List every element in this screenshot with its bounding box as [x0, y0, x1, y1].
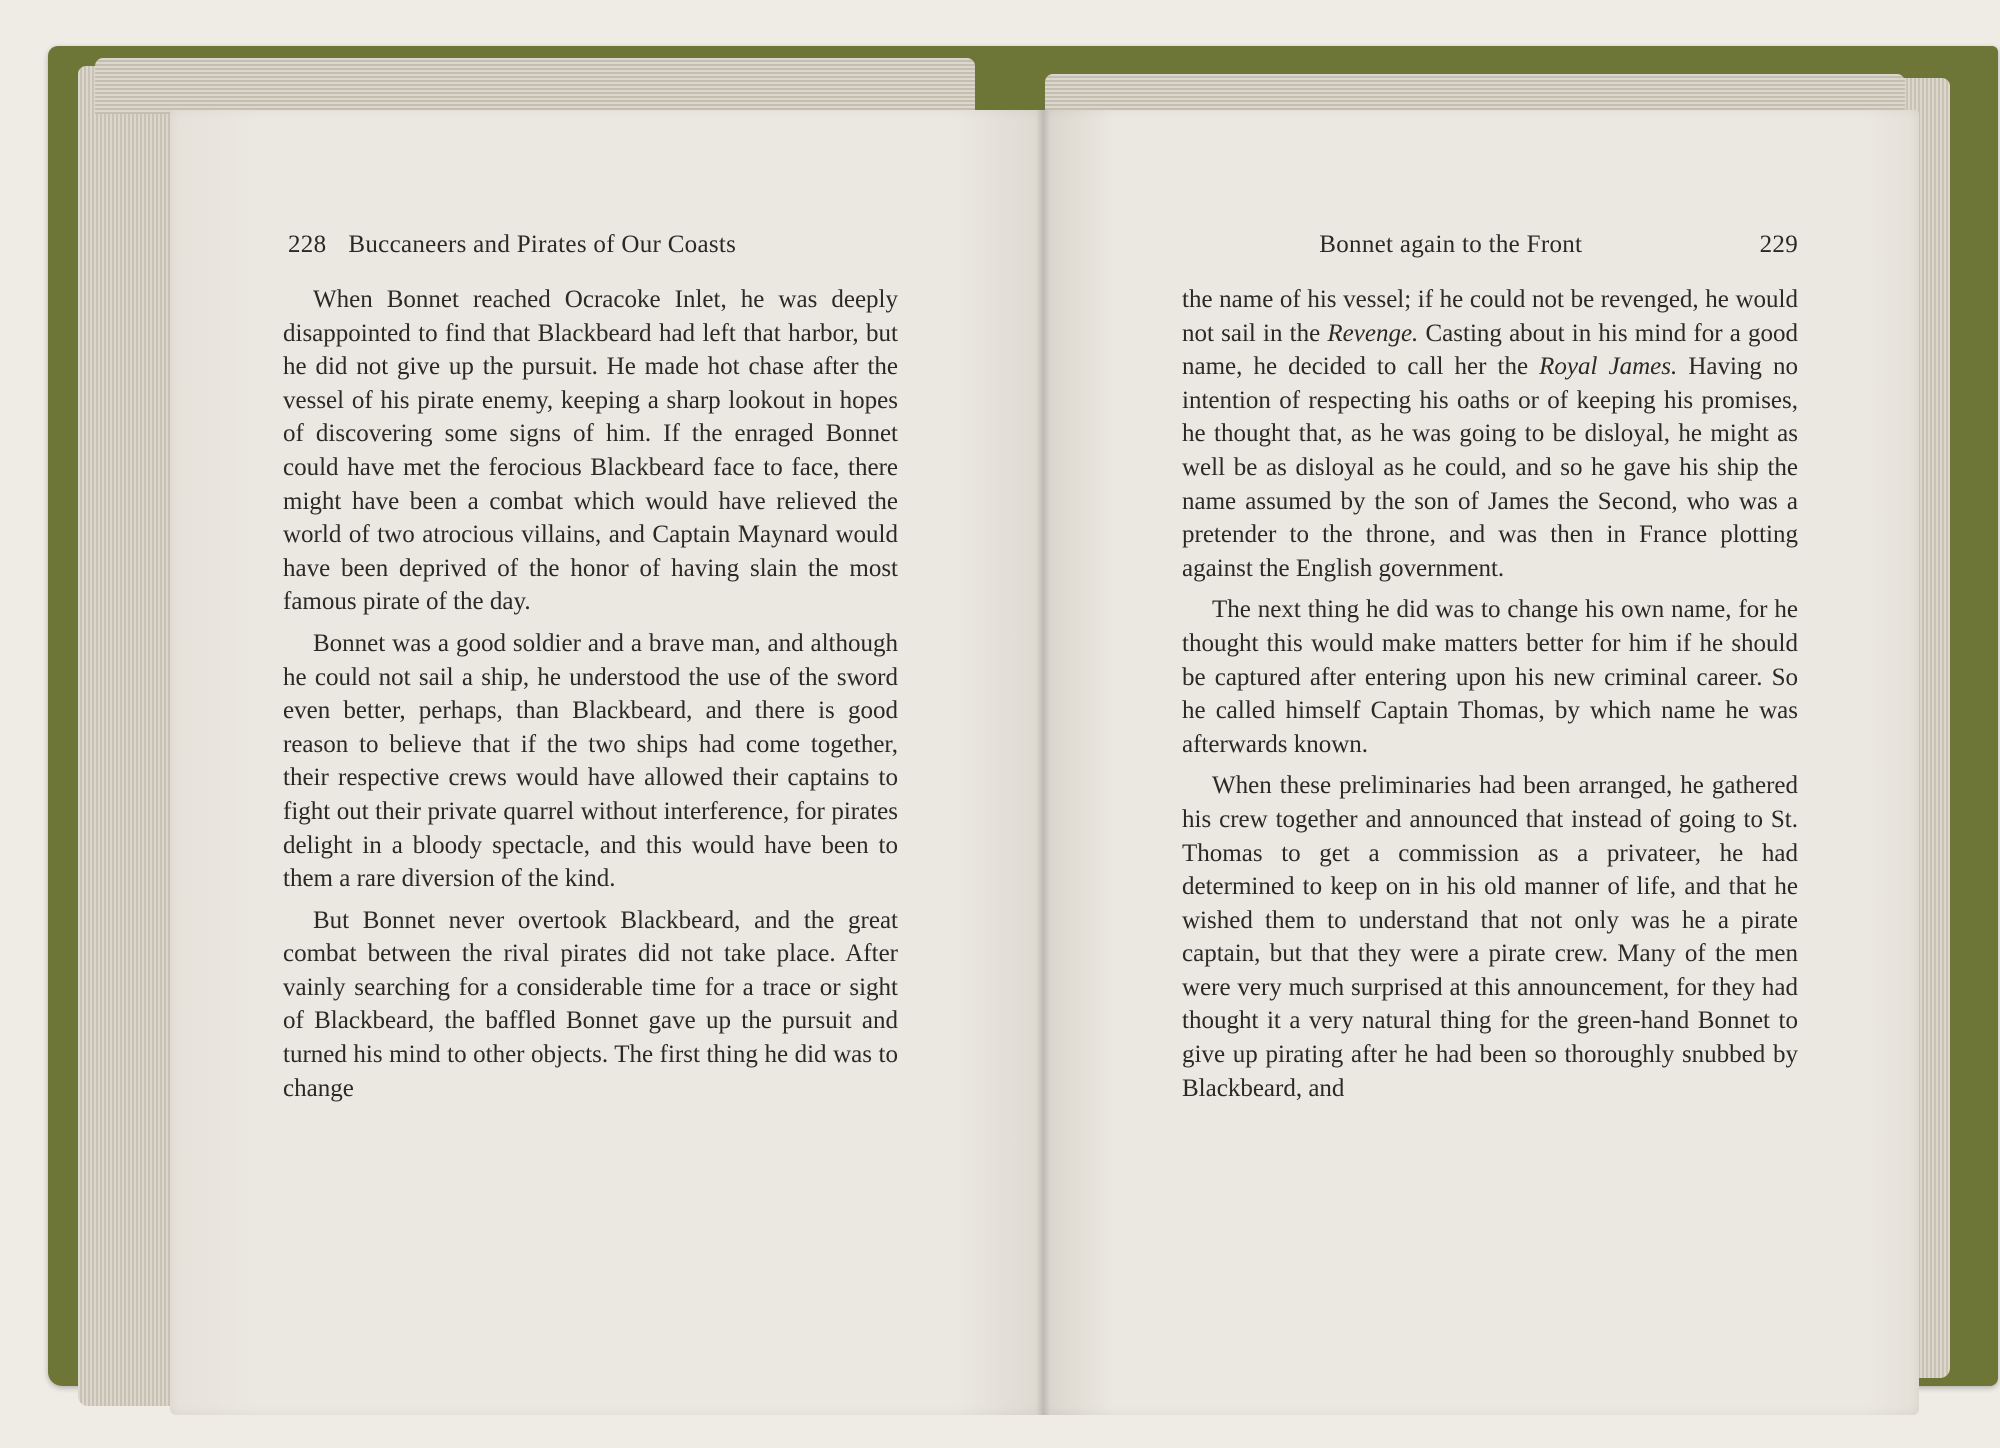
left-page-number: 228	[288, 231, 327, 258]
left-page-header	[288, 228, 900, 262]
right-page-body	[1182, 283, 1798, 1105]
right-page-number: 229	[1759, 231, 1798, 258]
left-page-body	[283, 283, 898, 1105]
paragraph: The next thing he did was to change his own name, for he thought this would make matters better for him if he should be captured after entering upon his new criminal career. So he called himself Captain Thomas, by which name he was afterwards known.	[1182, 596, 1798, 758]
paragraph: When these preliminaries had been arranged, he gathered his crew together and announced that instead of going to St. Thomas to get a commission as a privateer, he had determined to keep on in his old manner of life, and that he wished them to understand that not only was he a pirate captain, but that they were a pirate crew. Many of the men were very much surprised at this announcement, for they had thought it a very natural thing for the green-hand Bonnet to give up pirating after he had been so thoroughly snubbed by Blackbeard, and	[1182, 772, 1798, 1102]
page-edges-top-left	[95, 58, 975, 114]
text-run: Having no intention of respecting his oaths or of keeping his promises, he thought that, as he was going to be disloyal, he might as well be as disloyal as he could, and so he gave his ship the name assumed by the son of James the Second, who was a pretender to the throne, and was then in France plotting against the English government.	[1182, 353, 1798, 582]
paragraph: Bonnet was a good soldier and a brave man, and although he could not sail a ship, he understood the use of the sword even better, perhaps, than Blackbeard, and there is good reason to believe that if the two ships had come together, their respective crews would have allowed their captains to fight out their private quarrel without interference, for pirates delight in a bloody spectacle, and this would have been to them a rare diversion of the kind.	[283, 629, 898, 893]
right-running-head: Bonnet again to the Front	[1319, 231, 1583, 258]
paragraph-continued	[1182, 283, 1798, 585]
right-page-header	[1182, 228, 1798, 262]
ship-name-royal-james: Royal James.	[1539, 353, 1678, 381]
book-gutter	[1036, 110, 1050, 1415]
left-running-head: Buccaneers and Pirates of Our Coasts	[348, 231, 737, 258]
text-run: the name of his vessel; if he could not be revenged, he would not sail in the	[1182, 286, 1798, 347]
page-edges-left	[78, 66, 178, 1406]
paragraph: When Bonnet reached Ocracoke Inlet, he was deeply disappointed to find that Blackbeard had left that harbor, but he did not give up the pursuit. He made hot chase after the vessel of his pirate enemy, keeping a sharp lookout in hopes of discovering some signs of him. If the enraged Bonnet could have met the ferocious Blackbeard face to face, there might have been a combat which would have relieved the world of two atrocious villains, and Captain Maynard would have been deprived of the honor of having slain the most famous pirate of the day.	[283, 286, 898, 616]
text-run: Casting about in his mind for a good name, he decided to call her the	[1182, 319, 1798, 381]
ship-name-revenge: Revenge.	[1327, 319, 1419, 347]
paragraph: But Bonnet never overtook Blackbeard, and the great combat between the rival pirates did not take place. After vainly searching for a considerable time for a trace or sight of Blackbeard, the baffled Bonnet gave up the pursuit and turned his mind to other objects. The first thing he did was to change	[283, 906, 898, 1102]
